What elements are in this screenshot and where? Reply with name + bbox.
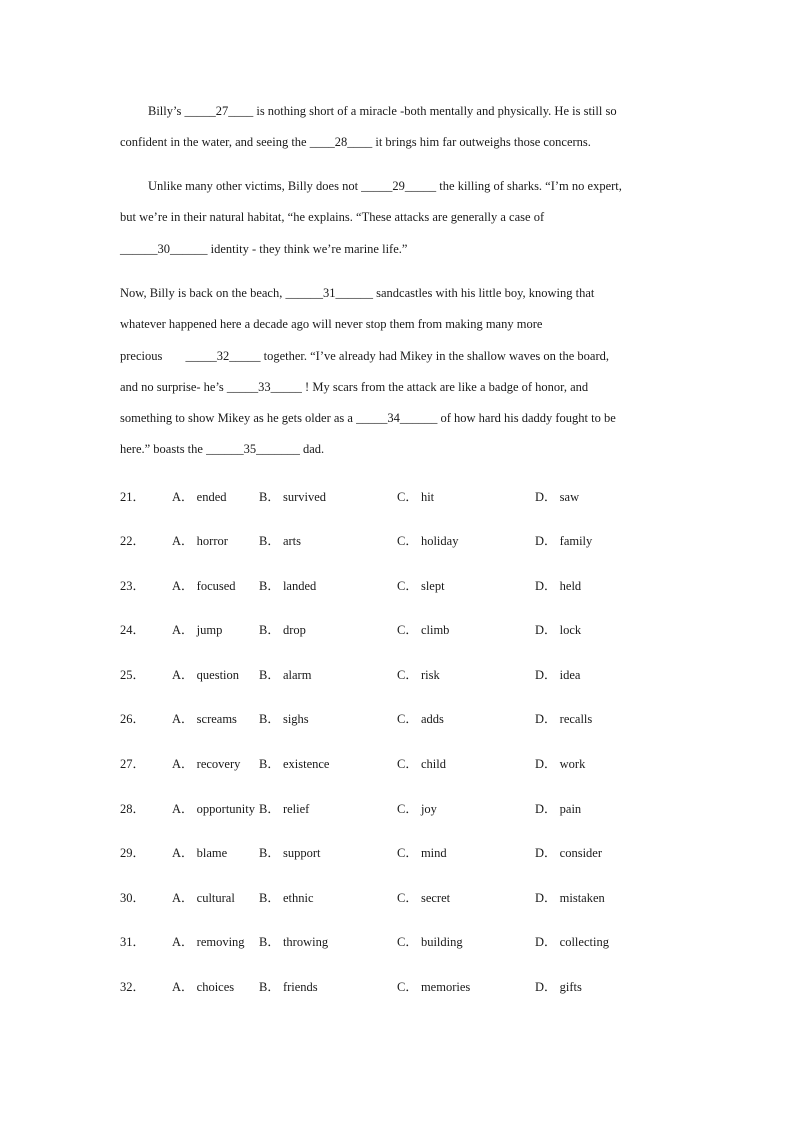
option-d: D． pain [535,802,582,816]
option-c: C． secret [397,891,451,905]
option-c: C． risk [397,668,440,682]
blank-30: ______30______ [120,242,208,256]
option-d: D． lock [535,623,582,637]
option-a: A． cultural [172,891,235,905]
text: precious [120,349,163,363]
passage-line [148,104,617,119]
text: something to show Mikey as he gets older as a [120,411,353,425]
option-c: C． mind [397,846,447,860]
option-c: C． slept [397,579,445,593]
passage-line [120,380,588,395]
text: Billy’s [148,104,182,118]
text: of how hard his daddy fought to be [440,411,616,425]
text: Unlike many other victims, Billy does not [148,179,359,193]
question-row [120,754,680,772]
option-b: B． alarm [259,668,312,682]
option-d: D． gifts [535,980,582,994]
text: the killing of sharks. “I’m no expert, [439,179,622,193]
option-b: B． survived [259,490,327,504]
question-number: 22． [120,534,146,548]
text: but we’re in their natural habitat, “he explains. “These attacks are generally a case of [120,210,545,224]
text: Now, Billy is back on the beach, [120,286,283,300]
option-d: D． collecting [535,935,609,949]
option-a: A． jump [172,623,223,637]
question-number: 21． [120,490,146,504]
text: identity - they think we’re marine life.” [210,242,408,256]
option-d: D． idea [535,668,581,682]
option-a: A． ended [172,490,227,504]
passage-line [120,210,544,225]
text: is nothing short of a miracle -both mentally and physically. He is still so [256,104,617,118]
text: and no surprise- he’s [120,380,224,394]
text: together. “I’ve already had Mikey in the shallow waves on the board, [263,349,609,363]
blank-33: _____33_____ [226,380,302,394]
question-number: 29． [120,846,146,860]
option-c: C． hit [397,490,435,504]
passage-line [120,317,542,332]
option-d: D． mistaken [535,891,605,905]
option-a: A． question [172,668,240,682]
option-c: C． child [397,757,446,771]
question-number: 24． [120,623,146,637]
question-row [120,977,680,995]
question-row [120,531,680,549]
option-a: A． choices [172,980,235,994]
question-number: 25． [120,668,146,682]
question-row [120,799,680,817]
question-row [120,487,680,505]
option-d: D． work [535,757,586,771]
question-number: 27． [120,757,146,771]
question-number: 26． [120,712,146,726]
question-row [120,888,680,906]
option-b: B． friends [259,980,318,994]
option-c: C． holiday [397,534,459,548]
option-b: B． support [259,846,321,860]
option-b: B． throwing [259,935,329,949]
passage-line [120,242,407,257]
option-a: A． blame [172,846,228,860]
text: it brings him far outweighs those concerns. [375,135,591,149]
blank-34: _____34______ [356,411,438,425]
question-row [120,932,680,950]
text: dad. [302,442,325,456]
option-b: B． relief [259,802,310,816]
option-d: D． consider [535,846,602,860]
passage-line [120,286,594,301]
question-row [120,576,680,594]
option-d: D． saw [535,490,580,504]
question-row [120,843,680,861]
question-number: 23． [120,579,146,593]
blank-28: ____28____ [309,135,373,149]
option-c: C． joy [397,802,437,816]
option-d: D． held [535,579,582,593]
option-c: C． building [397,935,463,949]
text: ! My scars from the attack are like a badge of honor, and [305,380,589,394]
option-d: D． family [535,534,593,548]
option-b: B． sighs [259,712,309,726]
option-a: A． screams [172,712,237,726]
option-b: B． arts [259,534,302,548]
question-number: 31． [120,935,146,949]
text: whatever happened here a decade ago will never stop them from making many more [120,317,543,331]
option-c: C． adds [397,712,444,726]
option-a: A． focused [172,579,236,593]
blank-32: _____32_____ [185,349,261,363]
question-number: 30． [120,891,146,905]
option-b: B． drop [259,623,306,637]
text: confident in the water, and seeing the [120,135,307,149]
passage-line [120,442,324,457]
text: here.” boasts the [120,442,203,456]
option-a: A． opportunity [172,802,255,816]
option-b: B． existence [259,757,330,771]
option-d: D． recalls [535,712,593,726]
question-row [120,709,680,727]
option-c: C． memories [397,980,471,994]
option-a: A． recovery [172,757,241,771]
text: sandcastles with his little boy, knowing that [376,286,595,300]
blank-35: ______35_______ [206,442,300,456]
question-row [120,620,680,638]
passage-line [120,349,609,364]
blank-27: _____27____ [184,104,254,118]
question-row [120,665,680,683]
passage-line [148,179,622,194]
question-number: 28． [120,802,146,816]
option-c: C． climb [397,623,450,637]
option-b: B． landed [259,579,317,593]
blank-31: ______31______ [285,286,373,300]
option-a: A． removing [172,935,245,949]
blank-29: _____29_____ [361,179,437,193]
option-b: B． ethnic [259,891,314,905]
question-number: 32． [120,980,146,994]
passage-line [120,411,616,426]
passage-line [120,135,591,150]
option-a: A． horror [172,534,228,548]
